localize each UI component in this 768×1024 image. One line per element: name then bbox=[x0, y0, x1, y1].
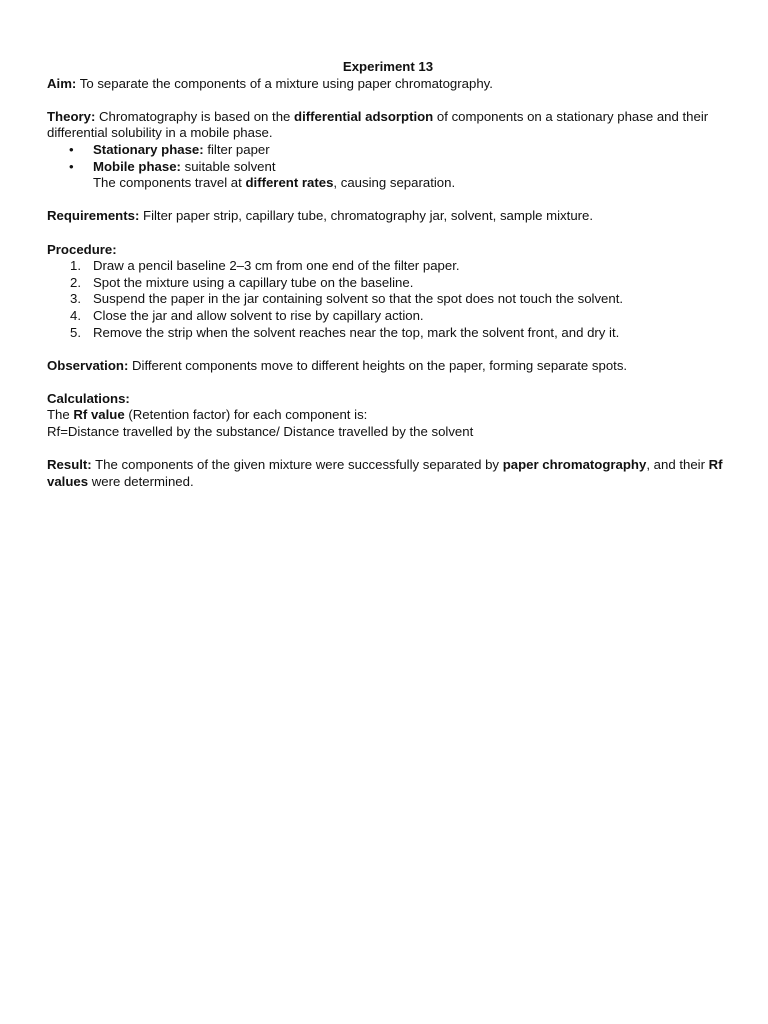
result-text-continued: , and their bbox=[646, 457, 709, 473]
rf-value-term: Rf value bbox=[73, 407, 125, 423]
requirements-paragraph bbox=[47, 208, 723, 225]
document-page bbox=[47, 59, 723, 490]
bullet-marker: • bbox=[69, 141, 74, 157]
spacer bbox=[47, 374, 723, 391]
theory-note-text-end: , causing separation. bbox=[333, 175, 456, 191]
requirements-label: Requirements: bbox=[47, 208, 140, 224]
observation-text: Different components move to different heights on the paper, forming separate spots. bbox=[128, 357, 628, 373]
observation-paragraph bbox=[47, 358, 723, 375]
result-paragraph bbox=[47, 457, 723, 490]
procedure-step bbox=[70, 324, 723, 342]
procedure-label: Procedure: bbox=[47, 241, 117, 257]
theory-bullet-list bbox=[47, 142, 723, 175]
spacer bbox=[47, 225, 723, 242]
bullet-marker: • bbox=[69, 158, 74, 174]
spacer bbox=[47, 192, 723, 209]
page-title: Experiment 13 bbox=[342, 59, 434, 74]
step-text: Spot the mixture using a capillary tube on the baseline. bbox=[93, 274, 414, 290]
aim-paragraph bbox=[47, 76, 723, 93]
procedure-heading bbox=[47, 242, 723, 259]
bullet-item-stationary-phase bbox=[69, 141, 723, 159]
procedure-step bbox=[70, 307, 723, 325]
rf-formula: Rf=Distance travelled by the substance/ Distance travelled by the solvent bbox=[47, 424, 474, 440]
theory-bold-term: differential adsorption bbox=[294, 108, 434, 124]
step-number: 3. bbox=[70, 291, 81, 307]
theory-text-continued: of components on a stationary phase and their differential solubility in a mobile phase. bbox=[47, 108, 709, 141]
calculations-text-end: (Retention factor) for each component is: bbox=[124, 407, 368, 423]
step-text: Remove the strip when the solvent reaches near the top, mark the solvent front, and dry it. bbox=[93, 324, 620, 340]
calculations-text: The bbox=[47, 407, 74, 423]
procedure-step-list bbox=[47, 258, 723, 341]
theory-note-text: The components travel at bbox=[93, 175, 246, 191]
theory-note bbox=[47, 175, 723, 192]
result-bold-rf-values: Rf values bbox=[47, 457, 723, 489]
requirements-text: Filter paper strip, capillary tube, chromatography jar, solvent, sample mixture. bbox=[139, 208, 594, 224]
calculations-label: Calculations: bbox=[47, 390, 130, 406]
bullet-label: Mobile phase: bbox=[93, 158, 181, 174]
theory-label: Theory: bbox=[47, 108, 96, 124]
procedure-step bbox=[70, 274, 723, 292]
step-text: Close the jar and allow solvent to rise by capillary action. bbox=[93, 307, 424, 323]
step-number: 1. bbox=[70, 258, 81, 274]
spacer bbox=[47, 92, 723, 109]
procedure-step bbox=[70, 291, 723, 308]
procedure-step bbox=[70, 258, 723, 275]
step-text: Draw a pencil baseline 2–3 cm from one end of the filter paper. bbox=[93, 258, 460, 274]
result-label: Result: bbox=[47, 457, 92, 473]
step-text: Suspend the paper in the jar containing solvent so that the spot does not touch the solvent. bbox=[93, 291, 624, 307]
aim-text: To separate the components of a mixture using paper chromatography. bbox=[76, 75, 493, 91]
bullet-text: suitable solvent bbox=[180, 158, 276, 174]
step-number: 5. bbox=[70, 324, 81, 340]
result-text-end: were determined. bbox=[88, 473, 194, 489]
calculations-line bbox=[47, 407, 723, 424]
spacer bbox=[47, 341, 723, 358]
observation-label: Observation: bbox=[47, 357, 129, 373]
step-number: 4. bbox=[70, 307, 81, 323]
result-bold-term: paper chromatography bbox=[502, 457, 647, 473]
calculations-heading bbox=[47, 391, 723, 408]
bullet-text: filter paper bbox=[203, 141, 270, 157]
theory-note-bold: different rates bbox=[245, 175, 334, 191]
theory-text: Chromatography is based on the bbox=[95, 108, 295, 124]
bullet-label: Stationary phase: bbox=[93, 141, 204, 157]
step-number: 2. bbox=[70, 274, 81, 290]
spacer bbox=[47, 441, 723, 458]
result-text: The components of the given mixture were successfully separated by bbox=[91, 457, 503, 473]
aim-label: Aim: bbox=[47, 75, 77, 91]
theory-paragraph bbox=[47, 109, 723, 142]
bullet-item-mobile-phase bbox=[69, 158, 723, 176]
